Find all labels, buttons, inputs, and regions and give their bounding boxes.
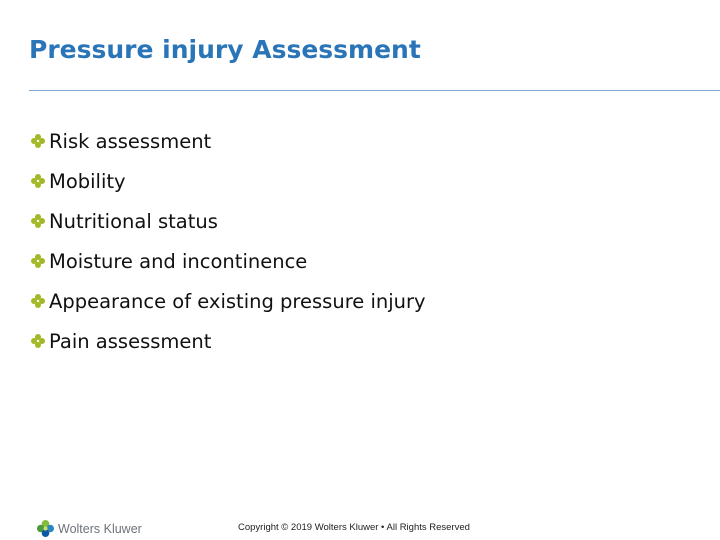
- diamond-bullet-icon: [30, 293, 46, 309]
- diamond-bullet-icon: [30, 133, 46, 149]
- diamond-bullet-icon: [30, 213, 46, 229]
- copyright-footer: Copyright © 2019 Wolters Kluwer • All Rights Reserved: [238, 522, 470, 533]
- bullet-item: [30, 321, 426, 361]
- bullet-text: Risk assessment: [49, 129, 212, 153]
- title-divider: [29, 90, 720, 91]
- wolters-kluwer-logo-icon: [36, 519, 55, 538]
- bullet-item: [30, 281, 426, 321]
- logo-text: Wolters Kluwer: [58, 521, 142, 536]
- bullet-item: [30, 201, 426, 241]
- bullet-text: Pain assessment: [49, 329, 212, 353]
- diamond-bullet-icon: [30, 333, 46, 349]
- slide-title: Pressure injury Assessment: [29, 35, 421, 64]
- bullet-list: [30, 121, 426, 361]
- bullet-text: Nutritional status: [49, 209, 218, 233]
- bullet-item: [30, 121, 426, 161]
- diamond-bullet-icon: [30, 253, 46, 269]
- diamond-bullet-icon: [30, 173, 46, 189]
- bullet-text: Appearance of existing pressure injury: [49, 289, 426, 313]
- bullet-text: Moisture and incontinence: [49, 249, 308, 273]
- wolters-kluwer-logo: [36, 519, 142, 538]
- bullet-text: Mobility: [49, 169, 126, 193]
- bullet-item: [30, 161, 426, 201]
- bullet-item: [30, 241, 426, 281]
